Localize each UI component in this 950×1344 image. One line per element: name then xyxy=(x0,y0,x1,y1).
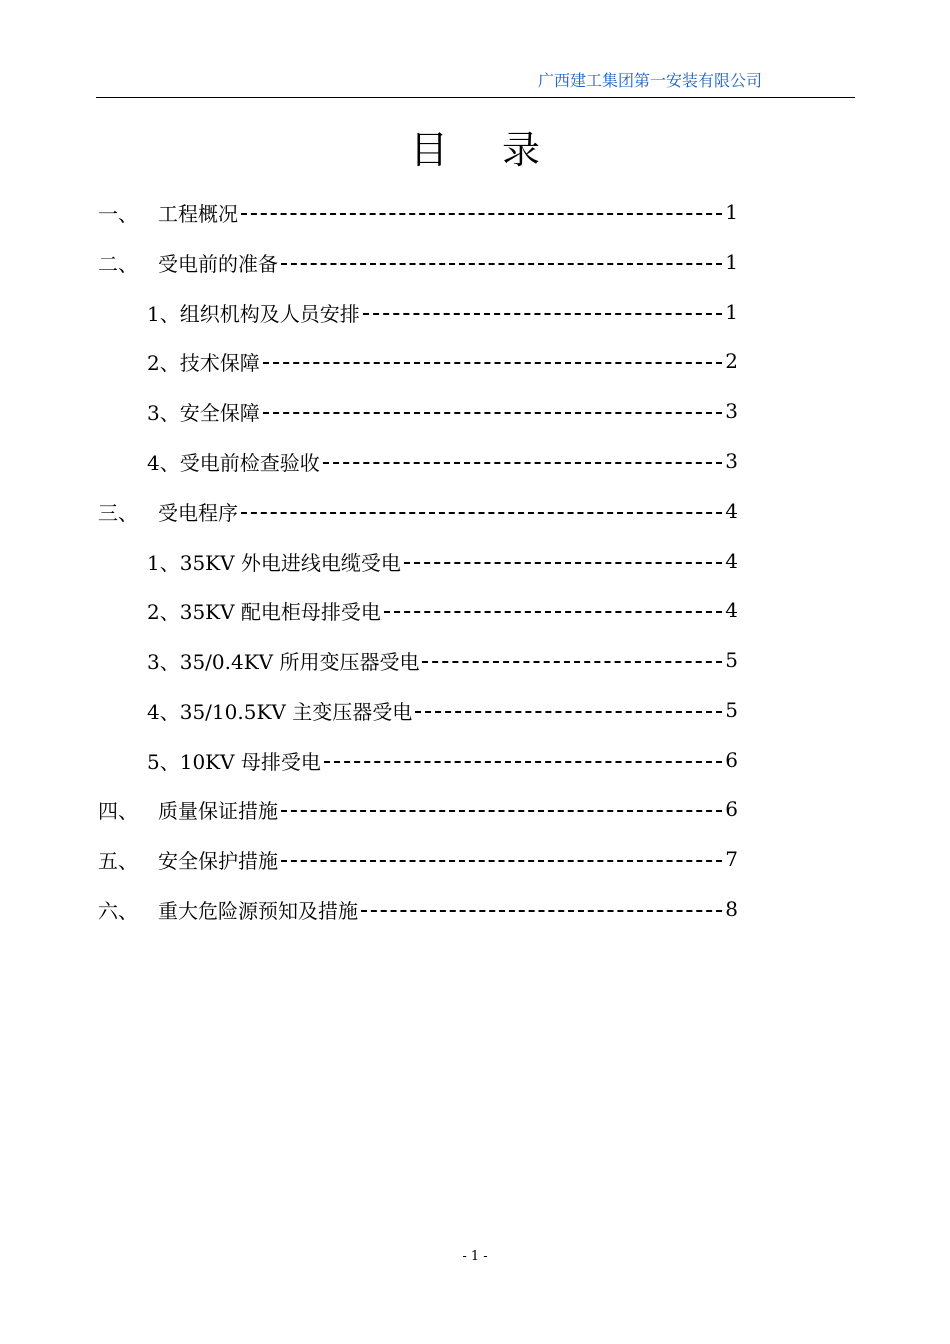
toc-entry-label: 受电前的准备 xyxy=(158,251,278,276)
toc-entry-page: 4 xyxy=(725,499,738,523)
toc-entry[interactable] xyxy=(98,196,738,228)
toc-entry-label: 重大危险源预知及措施 xyxy=(158,898,358,923)
toc-entry-number: 2、 xyxy=(147,350,180,375)
page-number: - 1 - xyxy=(462,1249,488,1264)
toc-dot-leader xyxy=(415,711,722,713)
toc-entry-number: 一、 xyxy=(98,201,138,226)
toc-entry[interactable] xyxy=(147,296,738,328)
toc-entry[interactable] xyxy=(147,694,738,726)
toc-dot-leader xyxy=(241,512,722,514)
toc-dot-leader xyxy=(384,611,722,613)
toc-entry[interactable] xyxy=(147,744,738,776)
toc-entry[interactable] xyxy=(147,594,738,626)
toc-entry-label: 35/10.5KV 主变压器受电 xyxy=(179,699,413,724)
toc-entry[interactable] xyxy=(98,495,738,527)
toc-entry-number: 三、 xyxy=(98,500,138,525)
toc-entry-page: 5 xyxy=(725,648,738,672)
toc-dot-leader xyxy=(324,761,722,763)
page-title: 目录 xyxy=(409,128,594,172)
toc-entry-page: 3 xyxy=(725,399,738,423)
toc-dot-leader xyxy=(241,213,722,215)
toc-entry-page: 7 xyxy=(725,847,738,871)
toc-entry-number: 2、 xyxy=(147,599,180,624)
toc-entry-number: 3、 xyxy=(147,400,180,425)
toc-entry-label: 受电前检查验收 xyxy=(179,450,320,475)
toc-entry-label: 10KV 母排受电 xyxy=(179,749,321,774)
toc-entry-label: 35KV 配电柜母排受电 xyxy=(179,599,381,624)
toc-entry-number: 四、 xyxy=(98,798,138,823)
toc-dot-leader xyxy=(263,412,723,414)
toc-entry-page: 4 xyxy=(725,598,738,622)
toc-entry[interactable] xyxy=(98,246,738,278)
toc-entry-number: 5、 xyxy=(147,749,180,774)
toc-entry-number: 4、 xyxy=(147,450,180,475)
toc-entry-label: 35KV 外电进线电缆受电 xyxy=(179,550,401,575)
toc-entry-page: 8 xyxy=(725,897,738,921)
toc-entry-label: 受电程序 xyxy=(158,500,238,525)
toc-entry-number: 五、 xyxy=(98,848,138,873)
toc-entry-page: 6 xyxy=(725,748,738,772)
toc-dot-leader xyxy=(323,462,723,464)
toc-entry-label: 质量保证措施 xyxy=(158,798,278,823)
toc-entry-number: 1、 xyxy=(147,550,180,575)
toc-dot-leader xyxy=(281,810,722,812)
toc-entry[interactable] xyxy=(147,644,738,676)
toc-entry-page: 5 xyxy=(725,698,738,722)
header-company-name: 广西建工集团第一安装有限公司 xyxy=(537,71,762,90)
toc-entry[interactable] xyxy=(147,445,738,477)
toc-dot-leader xyxy=(363,313,723,315)
toc-entry-label: 工程概况 xyxy=(158,201,238,226)
toc-entry-number: 4、 xyxy=(147,699,180,724)
toc-entry[interactable] xyxy=(147,545,738,577)
toc-dot-leader xyxy=(281,860,722,862)
toc-dot-leader xyxy=(263,362,723,364)
toc-entry[interactable] xyxy=(147,345,738,377)
toc-entry-number: 3、 xyxy=(147,649,180,674)
toc-entry-label: 组织机构及人员安排 xyxy=(179,301,360,326)
toc-entry-page: 1 xyxy=(725,300,738,324)
toc-entry[interactable] xyxy=(98,793,738,825)
toc-entry-page: 2 xyxy=(725,349,738,373)
toc-entry-page: 3 xyxy=(725,449,738,473)
toc-entry-page: 1 xyxy=(725,250,738,274)
toc-dot-leader xyxy=(422,661,722,663)
toc-entry[interactable] xyxy=(147,395,738,427)
toc-dot-leader xyxy=(361,910,722,912)
toc-entry-label: 35/0.4KV 所用变压器受电 xyxy=(179,649,420,674)
toc-entry-number: 1、 xyxy=(147,301,180,326)
toc-dot-leader xyxy=(281,263,722,265)
toc-entry-label: 安全保护措施 xyxy=(158,848,278,873)
toc-entry[interactable] xyxy=(98,843,738,875)
toc-entry-page: 1 xyxy=(725,200,738,224)
toc-entry-page: 6 xyxy=(725,797,738,821)
toc-entry[interactable] xyxy=(98,893,738,925)
toc-entry-page: 4 xyxy=(725,549,738,573)
toc-entry-label: 技术保障 xyxy=(179,350,260,375)
toc-dot-leader xyxy=(404,562,722,564)
toc-entry-label: 安全保障 xyxy=(179,400,260,425)
header-rule xyxy=(96,97,855,98)
toc-entry-number: 二、 xyxy=(98,251,138,276)
toc-entry-number: 六、 xyxy=(98,898,138,923)
